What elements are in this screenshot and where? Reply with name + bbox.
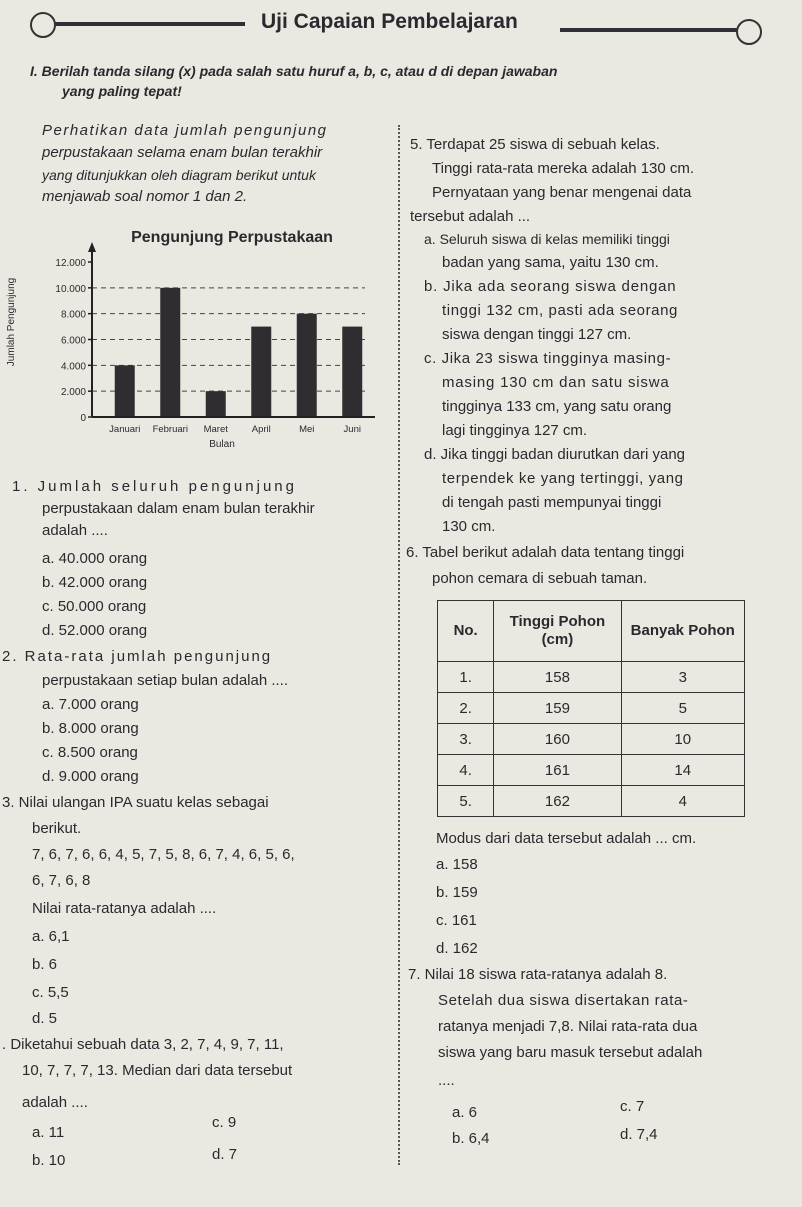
q7-option-c[interactable]: c. 7 (620, 1098, 645, 1115)
q5-option-c[interactable]: c. Jika 23 siswa tingginya masing- (424, 350, 672, 367)
visitor-bar-chart (0, 212, 396, 462)
q7-option-d[interactable]: d. 7,4 (620, 1126, 658, 1143)
section-instruction-line1: I. Berilah tanda silang (x) pada salah satu huruf a, b, c, atau d di depan jawaban (30, 63, 558, 79)
q6-question: Modus dari data tersebut adalah ... cm. (436, 830, 697, 847)
table-cell: 159 (494, 693, 621, 724)
chart-bar-mei (297, 314, 317, 417)
q2-option-c[interactable]: c. 8.500 orang (42, 744, 138, 761)
table-row (438, 755, 745, 786)
q1-stem: 1. Jumlah seluruh pengunjung (12, 478, 297, 495)
q4-stem: 10, 7, 7, 7, 13. Median dari data tersebut (22, 1062, 293, 1079)
table-cell: 160 (494, 724, 621, 755)
chart-y-tick-label: 6.000 (60, 335, 86, 347)
table-cell: 3 (621, 662, 744, 693)
q7-stem: .... (438, 1072, 455, 1089)
table-cell: 3. (438, 724, 494, 755)
table-cell: 158 (494, 662, 621, 693)
table-cell: 2. (438, 693, 494, 724)
chart-title: Pengunjung Perpustakaan (131, 229, 333, 246)
q3-stem: 6, 7, 6, 8 (32, 872, 91, 889)
q5-option-a[interactable]: a. Seluruh siswa di kelas memiliki tinggi (424, 231, 670, 247)
chart-x-tick-label: Mei (299, 424, 315, 435)
q5-stem: Pernyataan yang benar mengenai data (432, 184, 692, 201)
table-header-cell: No. (438, 601, 494, 662)
q6-stem: 6. Tabel berikut adalah data tentang tinggi (406, 544, 685, 561)
chart-x-axis-label: Bulan (209, 439, 235, 450)
intro-line: yang ditunjukkan oleh diagram berikut untuk (42, 167, 316, 183)
chart-y-tick-label: 12.000 (55, 258, 86, 269)
table-cell: 5 (621, 693, 744, 724)
q2-option-d[interactable]: d. 9.000 orang (42, 768, 139, 785)
q3-stem: berikut. (32, 820, 82, 837)
q5-option-b[interactable]: b. Jika ada seorang siswa dengan (424, 278, 677, 295)
table-row (438, 693, 745, 724)
chart-x-tick-label: Februari (152, 424, 188, 435)
table-cell: 4. (438, 755, 494, 786)
q5-option-d-cont: terpendek ke yang tertinggi, yang (442, 470, 684, 487)
q5-stem: 5. Terdapat 25 siswa di sebuah kelas. (410, 136, 660, 153)
q5-option-b-cont: tinggi 132 cm, pasti ada seorang (442, 302, 679, 319)
q5-option-d[interactable]: d. Jika tinggi badan diurutkan dari yang (424, 446, 686, 463)
table-header-cell: Tinggi Pohon (cm) (494, 601, 621, 662)
q3-option-d[interactable]: d. 5 (32, 1010, 58, 1027)
q5-option-c-cont: tingginya 133 cm, yang satu orang (442, 398, 672, 415)
q4-stem: adalah .... (22, 1094, 88, 1111)
q5-option-d-cont: di tengah pasti mempunyai tinggi (442, 494, 662, 511)
page-title: Uji Capaian Pembelajaran (245, 10, 534, 34)
q1-stem: perpustakaan dalam enam bulan terakhir (42, 500, 315, 517)
chart-x-tick-label: April (251, 424, 271, 435)
q7-stem: ratanya menjadi 7,8. Nilai rata-rata dua (438, 1018, 698, 1035)
chart-x-tick-label: Juni (343, 424, 361, 435)
q5-option-b-cont: siswa dengan tinggi 127 cm. (442, 326, 632, 343)
table-row (438, 724, 745, 755)
chart-x-tick-label: Maret (203, 424, 228, 435)
table-row (438, 662, 745, 693)
q7-option-b[interactable]: b. 6,4 (452, 1130, 490, 1147)
q2-stem: 2. Rata-rata jumlah pengunjung (2, 648, 273, 665)
chart-bar-maret (206, 391, 226, 417)
q1-stem: adalah .... (42, 522, 108, 539)
chart-y-axis-arrow-icon (88, 242, 96, 252)
q3-option-c[interactable]: c. 5,5 (32, 984, 69, 1001)
q2-option-b[interactable]: b. 8.000 orang (42, 720, 139, 737)
q6-option-b[interactable]: b. 159 (436, 884, 478, 901)
section-instruction-line2: yang paling tepat! (62, 83, 182, 99)
intro-line: perpustakaan selama enam bulan terakhir (42, 144, 323, 161)
q1-option-d[interactable]: d. 52.000 orang (42, 622, 148, 639)
q5-option-c-cont: masing 130 cm dan satu siswa (442, 374, 670, 391)
table-cell: 161 (494, 755, 621, 786)
q5-option-a-cont: badan yang sama, yaitu 130 cm. (442, 254, 659, 271)
q3-stem: 7, 6, 7, 6, 6, 4, 5, 7, 5, 8, 6, 7, 4, 6, 5, 6, (32, 846, 295, 863)
q4-option-c[interactable]: c. 9 (212, 1114, 237, 1131)
q2-option-a[interactable]: a. 7.000 orang (42, 696, 139, 713)
q6-option-c[interactable]: c. 161 (436, 912, 477, 929)
q3-stem: 3. Nilai ulangan IPA suatu kelas sebagai (2, 794, 269, 811)
q4-option-d[interactable]: d. 7 (212, 1146, 238, 1163)
q5-option-d-cont: 130 cm. (442, 518, 496, 535)
q7-stem: 7. Nilai 18 siswa rata-ratanya adalah 8. (408, 966, 668, 983)
q1-option-b[interactable]: b. 42.000 orang (42, 574, 148, 591)
intro-line: Perhatikan data jumlah pengunjung (42, 122, 328, 139)
table-row (438, 786, 745, 817)
q3-stem: Nilai rata-ratanya adalah .... (32, 900, 217, 917)
header-rule-left (40, 22, 250, 26)
q7-stem: siswa yang baru masuk tersebut adalah (438, 1044, 703, 1061)
q6-stem: pohon cemara di sebuah taman. (432, 570, 648, 587)
chart-y-tick-label: 8.000 (60, 309, 86, 321)
q2-stem: perpustakaan setiap bulan adalah .... (42, 672, 289, 689)
q7-option-a[interactable]: a. 6 (452, 1104, 478, 1121)
column-divider (398, 125, 400, 1165)
chart-bar-januari (115, 365, 135, 417)
intro-line: menjawab soal nomor 1 dan 2. (42, 188, 248, 205)
header-circle-right-icon (736, 19, 762, 45)
q6-option-d[interactable]: d. 162 (436, 940, 478, 957)
table-cell: 1. (438, 662, 494, 693)
q1-option-c[interactable]: c. 50.000 orang (42, 598, 147, 615)
table-cell: 4 (621, 786, 744, 817)
q3-option-a[interactable]: a. 6,1 (32, 928, 70, 945)
chart-y-tick-label: 10.000 (55, 283, 86, 295)
chart-bar-april (251, 327, 271, 417)
q7-stem: Setelah dua siswa disertakan rata- (438, 992, 689, 1009)
tree-height-table (437, 600, 745, 817)
q4-option-b[interactable]: b. 10 (32, 1152, 66, 1169)
chart-x-tick-label: Januari (109, 424, 141, 435)
q5-stem: Tinggi rata-rata mereka adalah 130 cm. (432, 160, 695, 177)
chart-bar-juni (342, 327, 362, 417)
q1-option-a[interactable]: a. 40.000 orang (42, 550, 148, 567)
chart-y-axis-label: Jumlah Pengunjung (6, 277, 17, 367)
chart-y-tick-label: 4.000 (60, 361, 86, 373)
q3-option-b[interactable]: b. 6 (32, 956, 58, 973)
table-cell: 5. (438, 786, 494, 817)
header-circle-left-icon (30, 12, 56, 38)
table-cell: 162 (494, 786, 621, 817)
table-header-row (438, 601, 745, 662)
q4-stem: . Diketahui sebuah data 3, 2, 7, 4, 9, 7, 11, (2, 1036, 284, 1053)
table-header-cell: Banyak Pohon (621, 601, 744, 662)
table-cell: 10 (621, 724, 744, 755)
q5-option-c-cont: lagi tingginya 127 cm. (442, 422, 588, 439)
chart-y-tick-label: 0 (80, 413, 86, 424)
q5-stem: tersebut adalah ... (410, 208, 531, 225)
chart-y-tick-label: 2.000 (60, 387, 86, 399)
q4-option-a[interactable]: a. 11 (32, 1124, 65, 1141)
chart-bar-februari (160, 288, 180, 417)
q6-option-a[interactable]: a. 158 (436, 856, 478, 873)
header-rule-right (560, 28, 745, 32)
table-cell: 14 (621, 755, 744, 786)
